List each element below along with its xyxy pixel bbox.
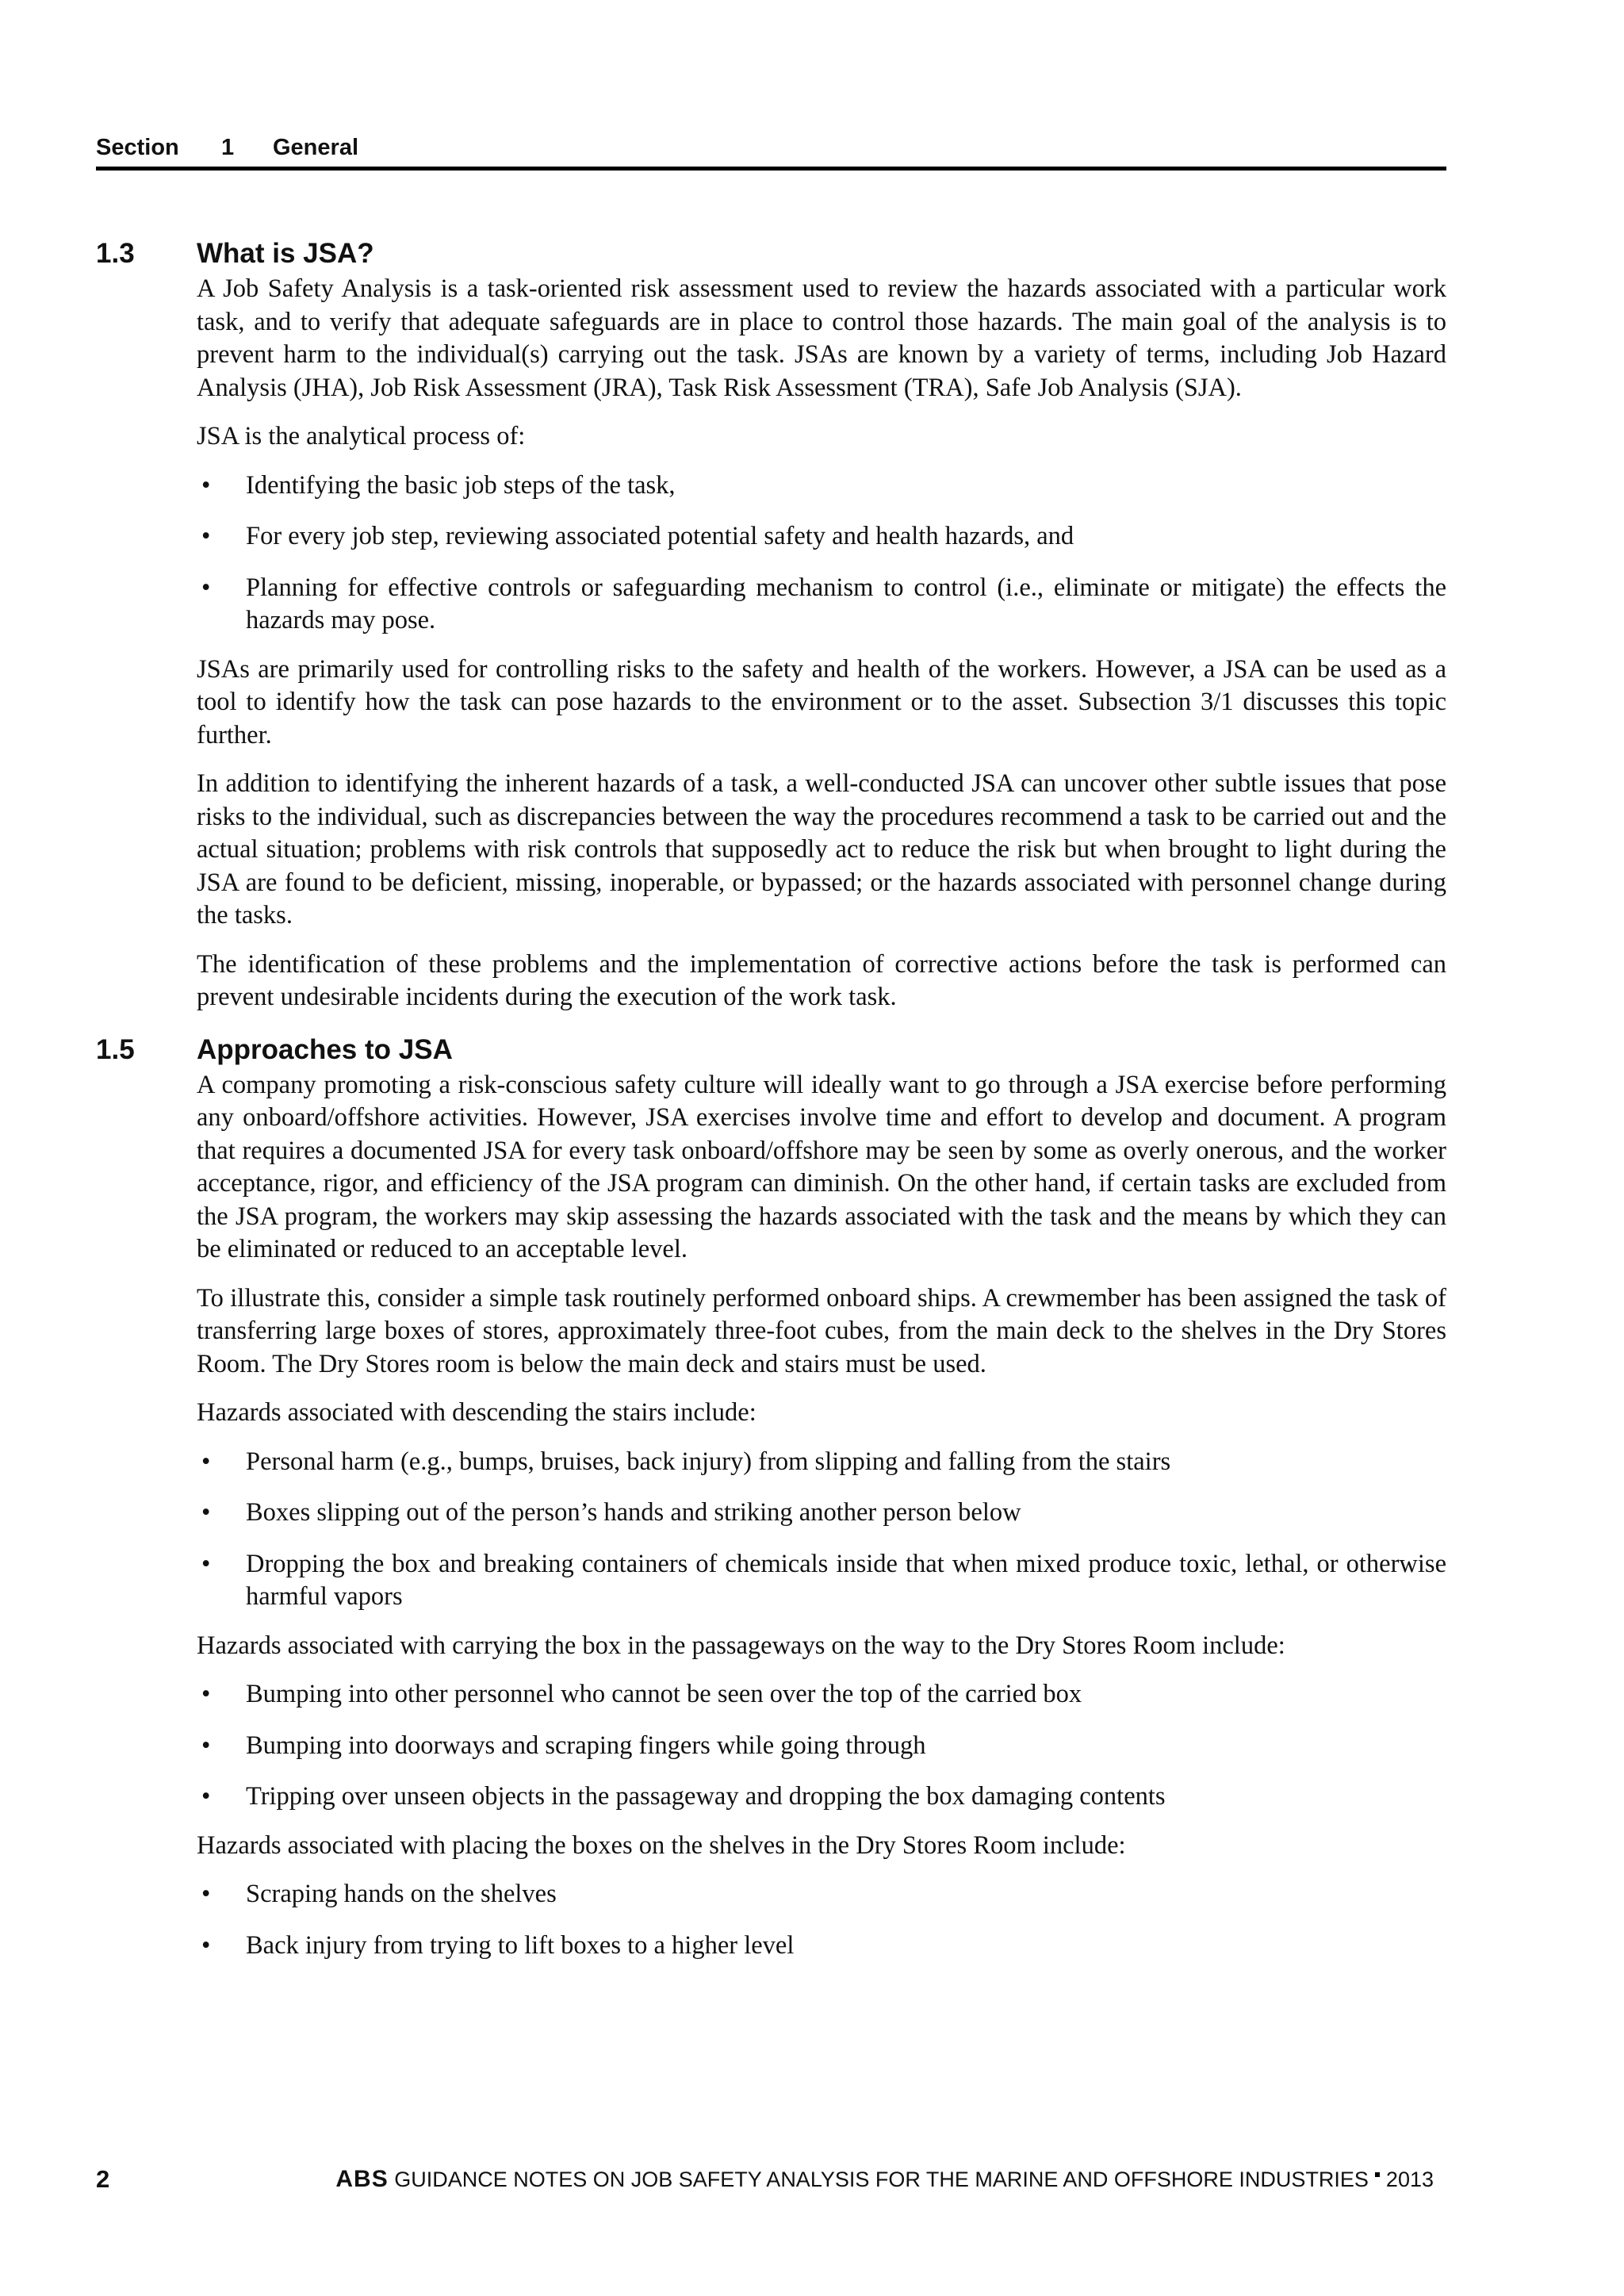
section-title: What is JSA?	[197, 238, 374, 269]
paragraph: A Job Safety Analysis is a task-oriented risk assessment used to review the hazards associated with a particular work task, and to verify that adequate safeguards are in place to control those hazards. The main goal of the analysis is to prevent harm to the individual(s) carrying out the task. JSAs are known by a variety of terms, including Job Hazard Analysis (JHA), Job Risk Assessment (JRA), Task Risk Assessment (TRA), Safe Job Analysis (SJA).	[197, 274, 1446, 402]
header-section-title: General	[273, 135, 358, 160]
bullet-icon: •	[201, 522, 211, 550]
list-item-text: Identifying the basic job steps of the task,	[246, 470, 676, 500]
header-section-number: 1	[221, 135, 235, 160]
paragraph: JSA is the analytical process of:	[197, 422, 526, 450]
list-item	[197, 520, 1446, 554]
list-item-text: Tripping over unseen objects in the passageway and dropping the box damaging contents	[246, 1782, 1166, 1811]
list-item-text: Boxes slipping out of the person’s hands and striking another person below	[246, 1498, 1021, 1527]
bullet-icon: •	[201, 1498, 211, 1527]
page-number: 2	[96, 2165, 110, 2193]
bullet-icon: •	[201, 1880, 211, 1908]
bullet-icon: •	[201, 1447, 211, 1476]
bullet-icon: •	[201, 470, 211, 500]
bullet-icon: •	[201, 1731, 211, 1760]
paragraph: In addition to identifying the inherent hazards of a task, a well-conducted JSA can uncover other subtle issues that pose risks to the individual, such as discrepancies between the way the procedures recommend a task to be carried out and the actual situation; problems with risk controls that supposedly act to reduce the risk but when brought to light during the JSA are found to be deficient, missing, inoperable, or bypassed; or the hazards associated with personnel change during the tasks.	[197, 769, 1446, 930]
abs-logo: ABS	[335, 2166, 389, 2192]
section-heading	[96, 1033, 1446, 1068]
header-section-label: Section	[96, 135, 179, 160]
list-item	[197, 1548, 1446, 1614]
bullet-icon: •	[201, 1549, 211, 1578]
paragraph: The identification of these problems and the implementation of corrective actions before the task is performed can prevent undesirable incidents during the execution of the work task.	[197, 949, 1446, 1011]
bullet-list	[197, 1678, 1446, 1814]
list-item	[197, 1497, 1446, 1530]
publication-name: GUIDANCE NOTES ON JOB SAFETY ANALYSIS FOR THE MARINE AND OFFSHORE INDUSTRIES	[394, 2168, 1369, 2191]
publication-year: 2013	[1385, 2168, 1434, 2191]
list-item-text: For every job step, reviewing associated potential safety and health hazards, and	[246, 522, 1074, 550]
bullet-icon: •	[201, 1930, 211, 1960]
paragraph: JSAs are primarily used for controlling risks to the safety and health of the workers. However, a JSA can be used as a tool to identify how the task can pose hazards to the environment or to the asset. Subsection 3/1 discusses this topic further.	[197, 654, 1446, 749]
page-content	[96, 236, 1446, 1980]
paragraph: Hazards associated with descending the stairs include:	[197, 1398, 756, 1427]
list-item	[197, 1730, 1446, 1763]
list-item	[197, 572, 1446, 638]
publication-title	[335, 2164, 1434, 2195]
list-item-text: Back injury from trying to lift boxes to a higher level	[246, 1930, 795, 1960]
bullet-icon: •	[201, 1680, 211, 1708]
list-item	[197, 1780, 1446, 1814]
bullet-list	[197, 470, 1446, 638]
list-item	[197, 1878, 1446, 1911]
list-item	[197, 470, 1446, 503]
running-header	[96, 133, 1446, 171]
section-body	[197, 273, 1446, 1014]
section-number: 1.5	[96, 1033, 135, 1065]
section-body	[197, 1069, 1446, 1963]
paragraph: A company promoting a risk-conscious safety culture will ideally want to go through a JSA exercise before performing any onboard/offshore activities. However, JSA exercises involve time and effort to develop and document. A program that requires a documented JSA for every task onboard/offshore may be seen by some as overly onerous, and the worker acceptance, rigor, and efficiency of the JSA program can diminish. On the other hand, if certain tasks are excluded from the JSA program, the workers may skip assessing the hazards associated with the task and the means by which they can be eliminated or reduced to an acceptable level.	[197, 1070, 1446, 1263]
list-item	[197, 1678, 1446, 1711]
section-title: Approaches to JSA	[197, 1033, 453, 1065]
bullet-icon: •	[201, 1782, 211, 1811]
list-item-text: Dropping the box and breaking containers of chemicals inside that when mixed produce toxic, lethal, or otherwise harmful vapors	[246, 1549, 1446, 1611]
paragraph: To illustrate this, consider a simple task routinely performed onboard ships. A crewmember has been assigned the task of transferring large boxes of stores, approximately three-foot cubes, from the main deck to the shelves in the Dry Stores Room. The Dry Stores room is below the main deck and stairs must be used.	[197, 1283, 1446, 1378]
list-item-text: Planning for effective controls or safeguarding mechanism to control (i.e., eliminate or mitigate) the effects the hazards may pose.	[246, 573, 1446, 634]
list-item	[197, 1930, 1446, 1963]
section-heading	[96, 236, 1446, 271]
paragraph: Hazards associated with carrying the box in the passageways on the way to the Dry Stores Room include:	[197, 1631, 1285, 1660]
paragraph: Hazards associated with placing the boxes on the shelves in the Dry Stores Room include:	[197, 1830, 1126, 1860]
separator-dot-icon	[1375, 2172, 1380, 2177]
list-item-text: Bumping into other personnel who cannot be seen over the top of the carried box	[246, 1680, 1082, 1708]
bullet-icon: •	[201, 573, 211, 602]
bullet-list	[197, 1878, 1446, 1962]
section-number: 1.3	[96, 238, 135, 269]
list-item-text: Scraping hands on the shelves	[246, 1880, 557, 1908]
section-1-3	[96, 236, 1446, 1014]
bullet-list	[197, 1446, 1446, 1614]
section-1-5	[96, 1033, 1446, 1963]
list-item	[197, 1446, 1446, 1479]
list-item-text: Bumping into doorways and scraping fingers while going through	[246, 1731, 926, 1760]
page-footer	[96, 2164, 1446, 2195]
list-item-text: Personal harm (e.g., bumps, bruises, back injury) from slipping and falling from the stairs	[246, 1447, 1171, 1476]
